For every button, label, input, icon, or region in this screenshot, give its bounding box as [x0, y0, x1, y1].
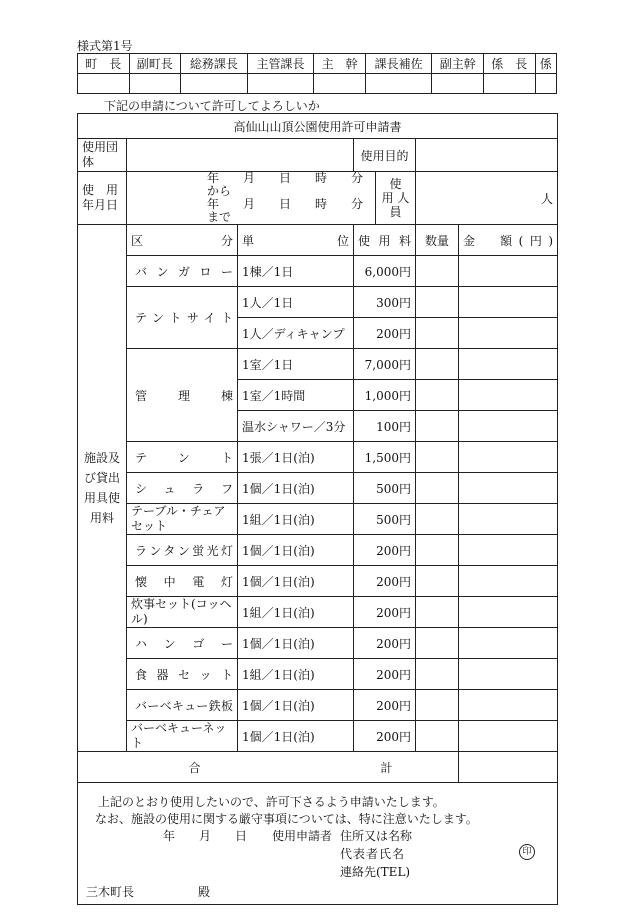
- approval-title: 副主幹: [432, 54, 484, 74]
- fee-row: [78, 659, 558, 690]
- item-name: 管理棟: [127, 349, 238, 442]
- amount-field[interactable]: [459, 473, 558, 504]
- approval-stamp-cell[interactable]: [181, 74, 248, 94]
- seal-mark: 印: [519, 843, 535, 860]
- item-unit: 1個／1日(泊): [238, 473, 354, 504]
- approval-stamp-cell[interactable]: [432, 74, 484, 94]
- item-name: バンガロー: [127, 256, 238, 287]
- fee-row: [78, 256, 558, 287]
- fee-row: [78, 690, 558, 721]
- application-form-table: [77, 113, 558, 905]
- item-name: バーベキュー鉄板: [127, 690, 238, 721]
- item-unit: 1張／1日(泊): [238, 442, 354, 473]
- people-field[interactable]: [416, 172, 558, 225]
- fee-row: [78, 628, 558, 659]
- item-fee: 300円: [354, 287, 416, 318]
- total-label: 合 計: [78, 752, 459, 783]
- quantity-field[interactable]: [416, 380, 459, 411]
- fee-row: [78, 473, 558, 504]
- item-name: バーベキューネット: [127, 721, 238, 752]
- quantity-field[interactable]: [416, 721, 459, 752]
- approval-request-text: 下記の申請について許可してよろしいか: [104, 99, 320, 113]
- item-name: 食器セット: [127, 659, 238, 690]
- item-unit: 1組／1日(泊): [238, 504, 354, 535]
- statement-line2: なお、施設の使用に関する厳守事項については、特に注意いたします。: [95, 812, 478, 826]
- amount-field[interactable]: [459, 721, 558, 752]
- fee-row: [78, 504, 558, 535]
- quantity-field[interactable]: [416, 659, 459, 690]
- approval-title: 係: [535, 54, 556, 74]
- amount-field[interactable]: [459, 411, 558, 442]
- item-unit: 1室／1時間: [238, 380, 354, 411]
- application-date: 年 月 日: [163, 829, 248, 843]
- item-fee: 200円: [354, 535, 416, 566]
- item-name: テントサイト: [127, 287, 238, 349]
- header-unit: 単位: [238, 225, 354, 256]
- quantity-field[interactable]: [416, 256, 459, 287]
- item-fee: 100円: [354, 411, 416, 442]
- date-to: 年 月 日 時 分まで: [207, 197, 364, 224]
- approval-stamp-cell[interactable]: [535, 74, 556, 94]
- fee-row: [78, 442, 558, 473]
- fee-row: [78, 566, 558, 597]
- item-unit: 1個／1日(泊): [238, 690, 354, 721]
- header-qty: 数量: [416, 225, 459, 256]
- item-unit: 1組／1日(泊): [238, 597, 354, 628]
- form-title: 高仙山山頂公園使用許可申請書: [78, 114, 558, 139]
- item-fee: 200円: [354, 659, 416, 690]
- item-fee: 200円: [354, 628, 416, 659]
- address-label: 住所又は名称: [340, 829, 413, 843]
- item-fee: 7,000円: [354, 349, 416, 380]
- amount-field[interactable]: [459, 287, 558, 318]
- amount-field[interactable]: [459, 318, 558, 349]
- item-name: テーブル・チェアセット: [127, 504, 238, 535]
- representative-label: 代表者氏名: [340, 847, 406, 861]
- quantity-field[interactable]: [416, 349, 459, 380]
- fee-row: [78, 349, 558, 380]
- item-unit: 1室／1日: [238, 349, 354, 380]
- form-number: 様式第1号: [77, 39, 133, 53]
- item-fee: 200円: [354, 318, 416, 349]
- item-fee: 200円: [354, 566, 416, 597]
- fee-row: [78, 597, 558, 628]
- item-name: ランタン蛍光灯: [127, 535, 238, 566]
- item-fee: 500円: [354, 504, 416, 535]
- amount-field[interactable]: [459, 380, 558, 411]
- fee-row: [78, 721, 558, 752]
- item-fee: 6,000円: [354, 256, 416, 287]
- amount-field[interactable]: [459, 535, 558, 566]
- people-unit: 人: [541, 191, 554, 206]
- purpose-field[interactable]: [416, 139, 558, 172]
- item-fee: 200円: [354, 690, 416, 721]
- approval-stamp-cell[interactable]: [129, 74, 181, 94]
- quantity-field[interactable]: [416, 597, 459, 628]
- amount-field[interactable]: [459, 659, 558, 690]
- item-name: 炊事セット(コッヘル): [127, 597, 238, 628]
- amount-field[interactable]: [459, 597, 558, 628]
- people-label: 使 用 人 員: [376, 172, 416, 225]
- total-amount[interactable]: [459, 752, 558, 783]
- applicant-label: 使用申請者: [272, 829, 333, 843]
- item-fee: 500円: [354, 473, 416, 504]
- quantity-field[interactable]: [416, 318, 459, 349]
- item-unit: 1個／1日(泊): [238, 721, 354, 752]
- item-unit: 1個／1日(泊): [238, 535, 354, 566]
- item-unit: 1個／1日(泊): [238, 628, 354, 659]
- date-from: 年 月 日 時 分から: [207, 171, 364, 198]
- item-unit: 1人／1日: [238, 287, 354, 318]
- approval-stamp-cell[interactable]: [78, 74, 130, 94]
- item-unit: 1組／1日(泊): [238, 659, 354, 690]
- approval-title: 総務課長: [181, 54, 248, 74]
- amount-field[interactable]: [459, 256, 558, 287]
- quantity-field[interactable]: [416, 628, 459, 659]
- application-statement: [78, 783, 558, 905]
- amount-field[interactable]: [459, 690, 558, 721]
- item-unit: 1棟／1日: [238, 256, 354, 287]
- approval-title: 副町長: [129, 54, 181, 74]
- approval-stamp-table: [77, 53, 557, 94]
- approval-title: 町 長: [78, 54, 130, 74]
- fee-row: [78, 287, 558, 318]
- item-unit: 温水シャワー／3分: [238, 411, 354, 442]
- statement-line1: 上記のとおり使用したいので、許可下さるよう申請いたします。: [98, 795, 445, 809]
- dono-honorific: 殿: [198, 885, 211, 899]
- date-label: 使 用 年月日: [78, 172, 127, 225]
- quantity-field[interactable]: [416, 411, 459, 442]
- item-name: 懐中電灯: [127, 566, 238, 597]
- item-unit: 1個／1日(泊): [238, 566, 354, 597]
- approval-title: 係 長: [484, 54, 536, 74]
- item-name: ハンゴー: [127, 628, 238, 659]
- item-name: シュラフ: [127, 473, 238, 504]
- quantity-field[interactable]: [416, 442, 459, 473]
- approval-title: 主管課長: [247, 54, 314, 74]
- item-name: テント: [127, 442, 238, 473]
- org-label: 使用団体: [78, 139, 127, 172]
- quantity-field[interactable]: [416, 535, 459, 566]
- amount-field[interactable]: [459, 349, 558, 380]
- approval-stamp-cell[interactable]: [365, 74, 432, 94]
- approval-stamp-cell[interactable]: [247, 74, 314, 94]
- amount-field[interactable]: [459, 628, 558, 659]
- quantity-field[interactable]: [416, 287, 459, 318]
- addressee: 三木町長: [86, 885, 135, 899]
- quantity-field[interactable]: [416, 566, 459, 597]
- header-category: 区分: [127, 225, 238, 256]
- org-field[interactable]: [127, 139, 354, 172]
- amount-field[interactable]: [459, 504, 558, 535]
- amount-field[interactable]: [459, 566, 558, 597]
- contact-label: 連絡先(TEL): [340, 865, 411, 879]
- header-fee: 使用料: [354, 225, 416, 256]
- quantity-field[interactable]: [416, 690, 459, 721]
- item-fee: 1,000円: [354, 380, 416, 411]
- approval-title: 課長補佐: [365, 54, 432, 74]
- fee-row: [78, 535, 558, 566]
- item-unit: 1人／ディキャンプ: [238, 318, 354, 349]
- header-amount: 金 額(円): [459, 225, 558, 256]
- quantity-field[interactable]: [416, 473, 459, 504]
- item-fee: 200円: [354, 721, 416, 752]
- approval-title: 主 幹: [314, 54, 366, 74]
- approval-stamp-cell[interactable]: [314, 74, 366, 94]
- item-fee: 200円: [354, 597, 416, 628]
- amount-field[interactable]: [459, 442, 558, 473]
- quantity-field[interactable]: [416, 504, 459, 535]
- approval-stamp-cell[interactable]: [484, 74, 536, 94]
- purpose-label: 使用目的: [354, 139, 416, 172]
- date-field[interactable]: [127, 172, 376, 225]
- fee-section-label: 施設及び貸出用具使用料: [78, 225, 127, 752]
- item-fee: 1,500円: [354, 442, 416, 473]
